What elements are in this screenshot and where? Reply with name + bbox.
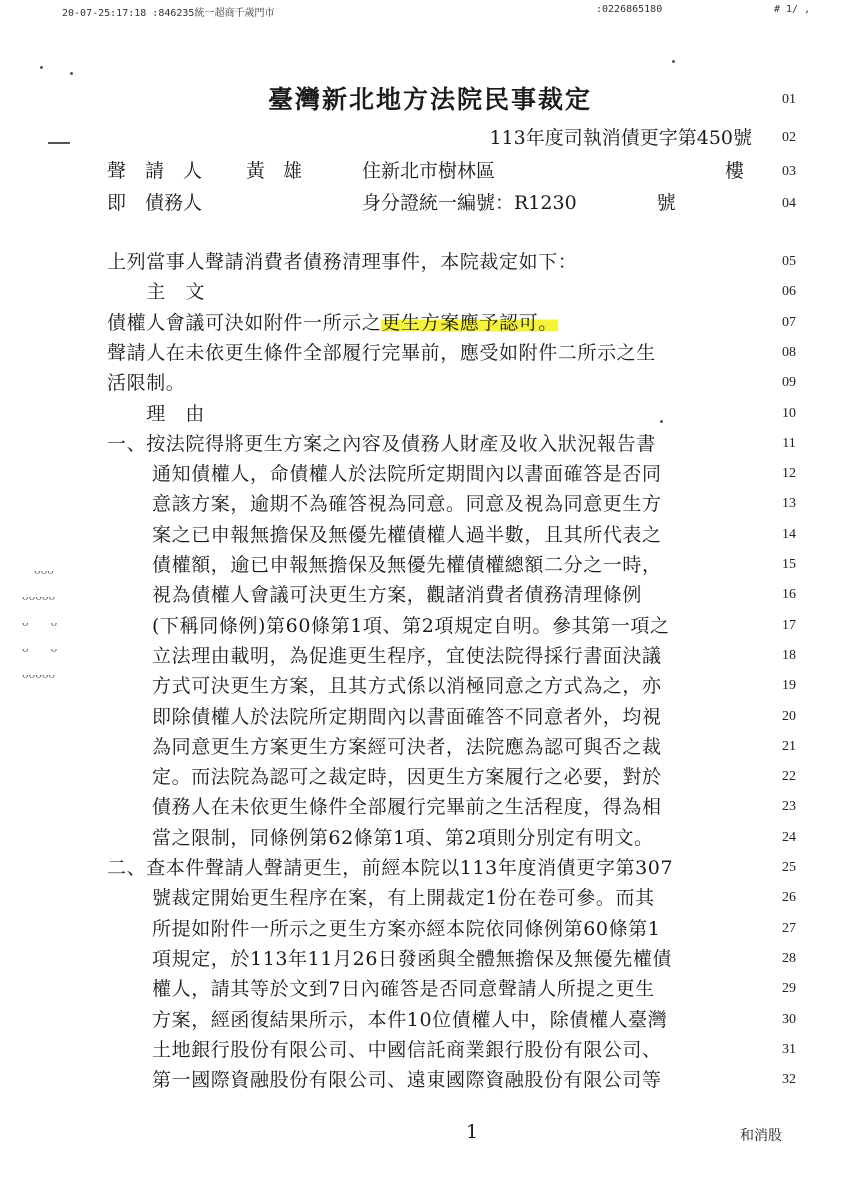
body-text-line: 聲請人在未依更生條件全部履行完畢前，應受如附件二所示之生 [107,342,656,364]
party-debtor-label: 即 債務人 [107,192,203,214]
line-number: 27 [782,921,796,936]
body-text-line: 視為債權人會議可決更生方案，觀諸消費者債務清理條例 [152,584,643,606]
fax-sender-info: 20-07-25:17:18 :846235統一超商千歲門市 [62,8,275,19]
line-number: 22 [782,769,796,784]
body-text-line: 二、查本件聲請人聲請更生，前經本院以113年度消債更字第307 [107,857,674,879]
page-number: 1 [466,1121,479,1143]
body-text-line: 立法理由載明，為促進更生程序，宜使法院得採行書面決議 [152,645,662,667]
highlighted-text: 更生方案應予認可。 [381,312,558,334]
line-number: 01 [782,92,796,107]
body-text-line: 項規定，於113年11月26日發函與全體無擔保及無優先權債 [152,948,673,970]
line-number: 32 [782,1072,796,1087]
line-number: 07 [782,315,796,330]
body-text-line: 案之已申報無擔保及無優先權債權人過半數，且其所代表之 [152,524,662,546]
line-number: 16 [782,587,796,602]
body-text-line: 意該方案，逾期不為確答視為同意。同意及視為同意更生方 [152,493,662,515]
fax-header [0,2,850,18]
line-number: 24 [782,830,796,845]
line-number: 14 [782,527,796,542]
line-number: 15 [782,557,796,572]
body-text-line: 方式可決更生方案，且其方式係以消極同意之方式為之，亦 [152,675,662,697]
line-number: 25 [782,860,796,875]
body-text-segment: 債權人會議可決如附件一所示之 [107,312,382,334]
body-text-line: 第一國際資融股份有限公司、遠東國際資融股份有限公司等 [152,1069,662,1091]
document-title: 臺灣新北地方法院民事裁定 [267,85,592,114]
line-number: 21 [782,739,796,754]
body-text-line: 活限制。 [107,372,186,394]
body-text-line: 定。而法院為認可之裁定時，因更生方案履行之必要，對於 [152,766,662,788]
line-number: 17 [782,618,796,633]
body-text-line: 權人，請其等於文到7日內確答是否同意聲請人所提之更生 [152,978,655,1000]
line-number: 29 [782,981,796,996]
party-name [246,156,302,183]
body-text-line: 一、按法院得將更生方案之內容及債務人財產及收入狀況報告書 [107,433,656,455]
scan-mark [48,142,70,144]
id-prefix: 身分證統一編號：R1230 [362,192,577,214]
case-number: 113年度司執消債更字第450號 [489,127,752,149]
line-number: 06 [782,284,796,299]
line-number: 12 [782,466,796,481]
line-number: 03 [782,164,796,179]
body-text-line [107,308,558,335]
id-end: 號 [656,192,676,214]
party-petitioner-label: 聲 請 人 [107,160,203,182]
fax-number: :0226865180 [596,4,663,15]
line-number: 09 [782,375,796,390]
line-number: 23 [782,799,796,814]
line-number: 18 [782,648,796,663]
body-text-line: 債務人在未依更生條件全部履行完畢前之生活程度，得為相 [152,796,662,818]
party-id-number [362,188,676,215]
line-number: 30 [782,1012,796,1027]
line-number: 31 [782,1042,796,1057]
line-number: 04 [782,196,796,211]
party-name-first: 黃 [246,160,266,182]
binding-hole-marks: ᴗᴗᴗ ᴗᴗᴗᴗᴗ ᴗ ᴗ ᴗ ᴗ ᴗᴗᴗᴗᴗ [22,564,58,681]
scan-speck [672,60,675,63]
body-text-line: 為同意更生方案更生方案經可決者，法院應為認可與否之裁 [152,736,662,758]
address-prefix: 住新北市樹林區 [362,160,496,182]
line-number: 11 [782,436,796,451]
body-text-line: 所提如附件一所示之更生方案亦經本院依同條例第60條第1 [152,918,661,940]
line-number: 02 [782,130,796,145]
body-text-line: 土地銀行股份有限公司、中國信託商業銀行股份有限公司、 [152,1039,662,1061]
party-address [362,156,744,183]
line-number: 20 [782,709,796,724]
body-text-line: 即除債權人於法院所定期間內以書面確答不同意者外，均視 [152,706,662,728]
line-number: 10 [782,406,796,421]
line-number: 13 [782,496,796,511]
line-number: 19 [782,678,796,693]
body-text-line: 債權額，逾已申報無擔保及無優先權債權總額二分之一時， [152,554,662,576]
fax-page-indicator: # 1/ , [774,4,811,15]
body-text-line: (下稱同條例)第60條第1項、第2項規定自明。參其第一項之 [152,615,670,637]
line-number: 08 [782,345,796,360]
body-text-line: 方案，經函復結果所示，本件10位債權人中，除債權人臺灣 [152,1009,668,1031]
scan-speck [70,72,73,75]
body-text-line: 通知債權人，命債權人於法院所定期間內以書面確答是否同 [152,463,662,485]
body-text-line: 當之限制，同條例第62條第1項、第2項則分別定有明文。 [152,827,654,849]
address-end: 樓 [725,160,745,182]
body-text-line: 上列當事人聲請消費者債務清理事件，本院裁定如下： [107,251,578,273]
line-number: 26 [782,890,796,905]
scan-speck [40,66,43,69]
body-text-line: 理 由 [107,403,206,425]
body-text-line: 號裁定開始更生程序在案，有上開裁定1份在卷可參。而其 [152,887,655,909]
clerk-unit-label: 和消股 [740,1128,782,1144]
body-text-line: 主 文 [107,281,206,303]
line-number: 28 [782,951,796,966]
scan-speck [660,420,663,423]
party-name-last: 雄 [283,160,303,182]
line-number: 05 [782,254,796,269]
